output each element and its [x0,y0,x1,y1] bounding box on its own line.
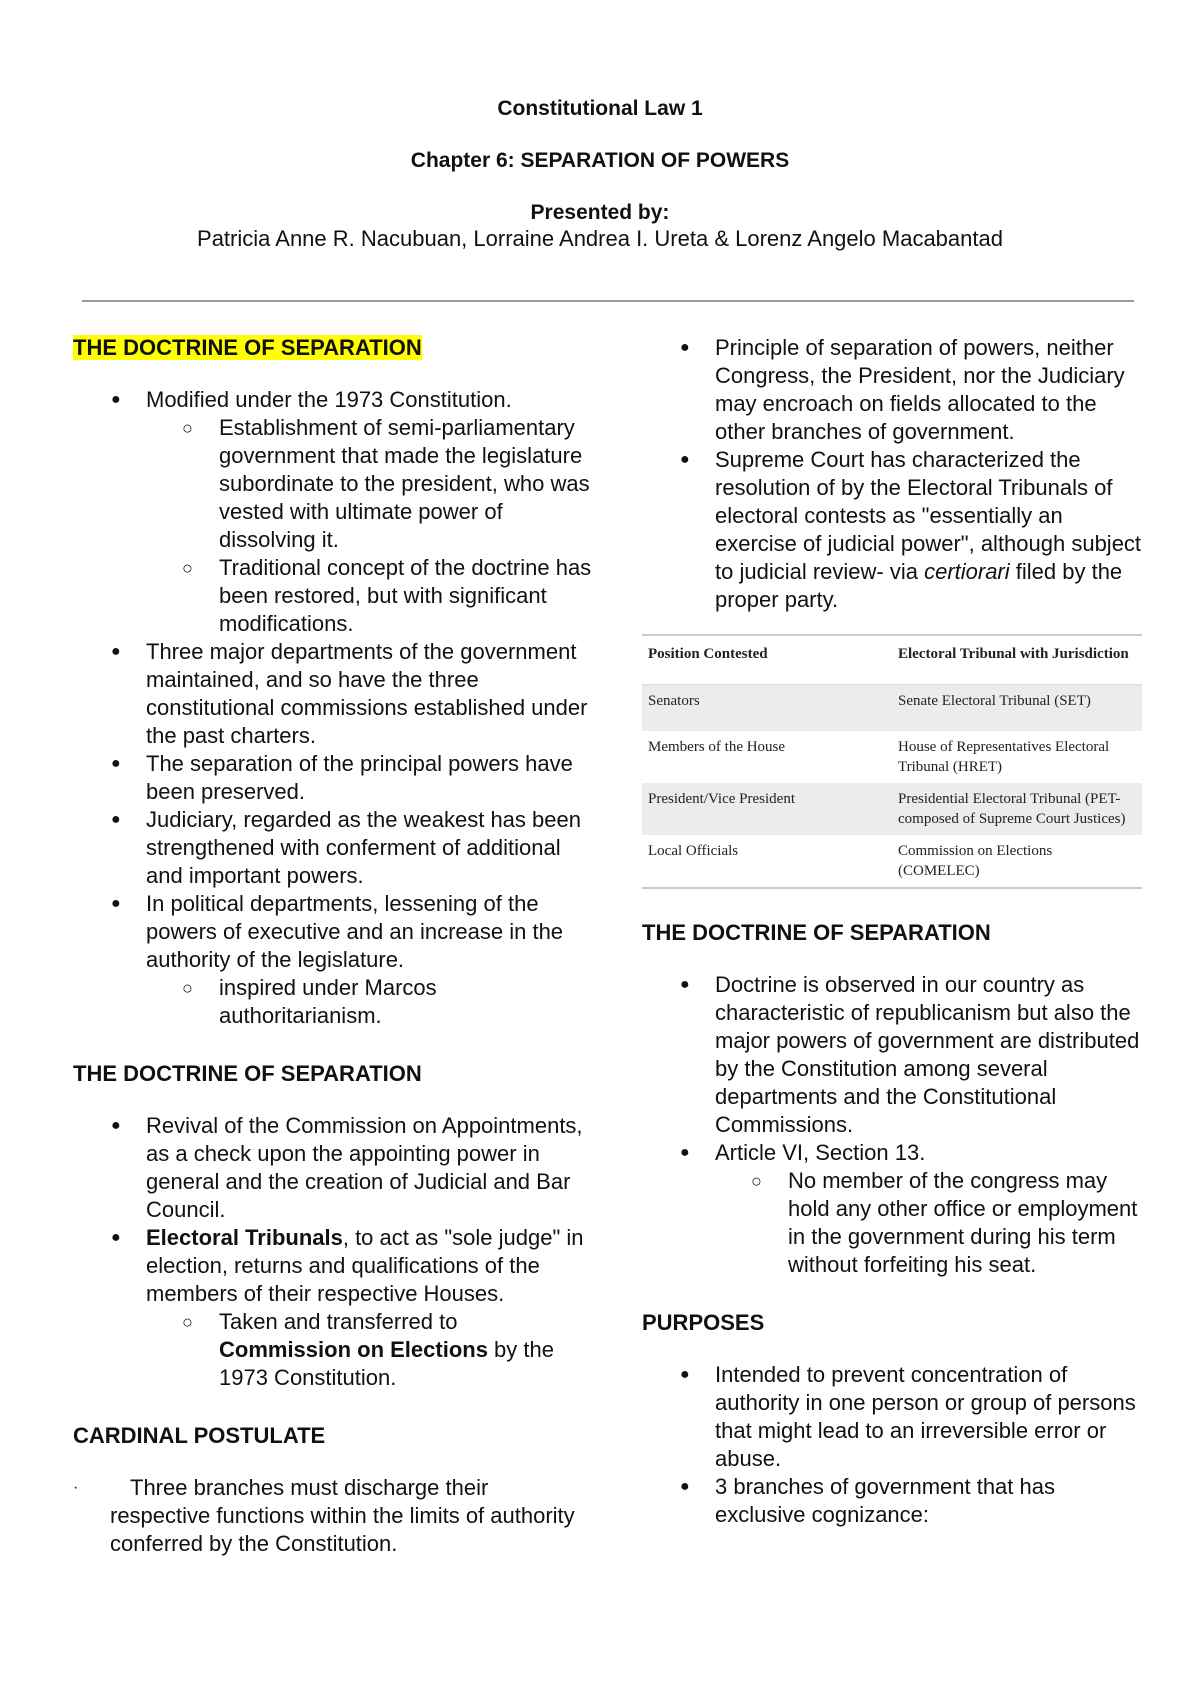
table-row [642,685,1142,732]
circle-bullet-icon: ○ [751,1171,762,1191]
circle-bullet-icon: ○ [182,558,193,578]
dot-marker: · [73,1479,79,1496]
section-heading: PURPOSES [642,1310,765,1335]
list-item [642,1361,1142,1473]
section-heading [73,334,593,362]
bullet-icon: ● [111,1229,121,1246]
list-item-text: Supreme Court has characterized the resolution of by the Electoral Tribunals of electoral contests as "essentially an exercise of judicial power", although subject to judicial review- via [715,447,1142,584]
list-item-text: Doctrine is observed in our country as characteristic of republicanism but also the major powers of government are distributed by the Constitution among several departments and the Constitutional Commissions. [715,972,1140,1137]
section-heading: THE DOCTRINE OF SEPARATION [642,920,991,945]
circle-bullet-icon: ○ [182,978,193,998]
table-header-row [642,635,1142,685]
table-cell: Local Officials [648,843,739,859]
table-cell: Senate Electoral Tribunal (SET) [892,685,1142,732]
list-item [642,334,1142,446]
bullet-icon: ● [680,1366,690,1383]
chapter-title: Chapter 6: SEPARATION OF POWERS [410,149,790,172]
table-cell: House of Representatives Electoral Tribunal (HRET) [898,739,1110,775]
circle-bullet-icon: ○ [182,1312,193,1332]
sub-list-item-text: by the 1973 Constitution. [219,1337,554,1390]
list-item-text: In political departments, lessening of the powers of executive and an increase in the authority of the legislature. [146,891,564,972]
bullet-icon: ● [680,451,690,468]
bullet-list [73,1112,593,1392]
list-item [642,446,1142,614]
left-column [73,334,593,1558]
list-item-text: Principle of separation of powers, neither Congress, the President, nor the Judiciary may encroach on fields allocated to the other branches of government. [715,335,1125,444]
list-item-text: filed by the proper party. [715,559,1123,612]
highlighted-heading: THE DOCTRINE OF SEPARATION [73,335,422,360]
bullet-list [642,1361,1142,1529]
right-column [642,334,1142,1529]
table-row [642,731,1142,783]
sub-list-item-text: Taken and transferred to [219,1309,458,1334]
bullet-icon: ● [111,755,121,772]
bullet-icon: ● [680,339,690,356]
bullet-icon: ● [680,1478,690,1495]
bold-term: Electoral Tribunals [146,1225,343,1250]
table-cell: Senators [642,685,892,732]
list-item [642,1473,1142,1529]
list-item-text: The separation of the principal powers have been preserved. [146,751,573,804]
table-row [642,835,1142,888]
sub-list-item-text: No member of the congress may hold any other office or employment in the government during his term without forfeiting his seat. [788,1168,1138,1277]
sub-list-item-text: Establishment of semi-parliamentary government that made the legislature subordinate to the president, who was vested with ultimate power of dissolving it. [219,415,590,552]
sub-list [715,1167,1142,1279]
column-header: Electoral Tribunal with Jurisdiction [892,635,1142,685]
sub-list-item-text: Traditional concept of the doctrine has been restored, but with significant modifications. [219,555,592,636]
header-divider [82,300,1134,302]
presented-by-label: Presented by: [530,201,670,224]
bullet-icon: ● [111,643,121,660]
list-item-text: Article VI, Section 13. [715,1140,926,1165]
list-item [73,638,593,750]
section-heading: CARDINAL POSTULATE [73,1423,326,1448]
list-item-text: 3 branches of government that has exclusive cognizance: [715,1474,1055,1527]
postulate-paragraph [73,1474,593,1558]
list-item [73,750,593,806]
bold-term: Commission on Elections [219,1337,488,1362]
bullet-icon: ● [111,811,121,828]
list-item [73,1224,593,1392]
bullet-icon: ● [111,1117,121,1134]
sub-list-item [715,1167,1142,1279]
sub-list-item [146,974,593,1030]
list-item [73,890,593,1030]
circle-bullet-icon: ○ [182,418,193,438]
document-header [0,96,1200,252]
table-cell: Members of the House [648,739,786,755]
list-item [642,1139,1142,1279]
list-item-text: Intended to prevent concentration of authority in one person or group of persons that might lead to an irreversible error or abuse. [715,1362,1136,1471]
bullet-list [642,334,1142,614]
table-cell: Commission on Elections (COMELEC) [898,843,1053,879]
sub-list-item [146,554,593,638]
postulate-text: Three branches must discharge their respective functions within the limits of authority conferred by the Constitution. [110,1475,575,1556]
list-item-text: , to act as "sole judge" in election, returns and qualifications of the members of their respective Houses. [146,1225,584,1306]
column-header: Position Contested [642,635,892,685]
table-cell: Presidential Electoral Tribunal (PET- composed of Supreme Court Justices) [892,783,1142,835]
table-row [642,783,1142,835]
sub-list [146,1308,593,1392]
bullet-list [642,971,1142,1279]
sub-list [146,974,593,1030]
list-item-text: Three major departments of the government maintained, and so have the three constitutional commissions established under the past charters. [146,639,588,748]
list-item-text: Revival of the Commission on Appointments, as a check upon the appointing power in general and the creation of Judicial and Bar Council. [146,1113,583,1222]
list-item [73,1112,593,1224]
bullet-icon: ● [680,976,690,993]
list-item [73,386,593,638]
list-item-text: Judiciary, regarded as the weakest has been strengthened with conferment of additional and important powers. [146,807,581,888]
bullet-icon: ● [680,1144,690,1161]
list-item [73,806,593,890]
bullet-icon: ● [111,391,121,408]
list-item-text: Modified under the 1973 Constitution. [146,387,512,412]
sub-list-item-text: inspired under Marcos authoritarianism. [219,975,437,1028]
sub-list-item [146,1308,593,1392]
section-heading: THE DOCTRINE OF SEPARATION [73,1061,422,1086]
italic-term: certiorari [924,559,1010,584]
document-title: Constitutional Law 1 [497,97,703,120]
sub-list [146,414,593,638]
electoral-tribunal-table [642,634,1142,889]
bullet-icon: ● [111,895,121,912]
authors-line: Patricia Anne R. Nacubuan, Lorraine Andrea I. Ureta & Lorenz Angelo Macabantad [197,226,1003,251]
list-item [642,971,1142,1139]
table-cell: President/Vice President [642,783,892,835]
sub-list-item [146,414,593,554]
bullet-list [73,386,593,1030]
